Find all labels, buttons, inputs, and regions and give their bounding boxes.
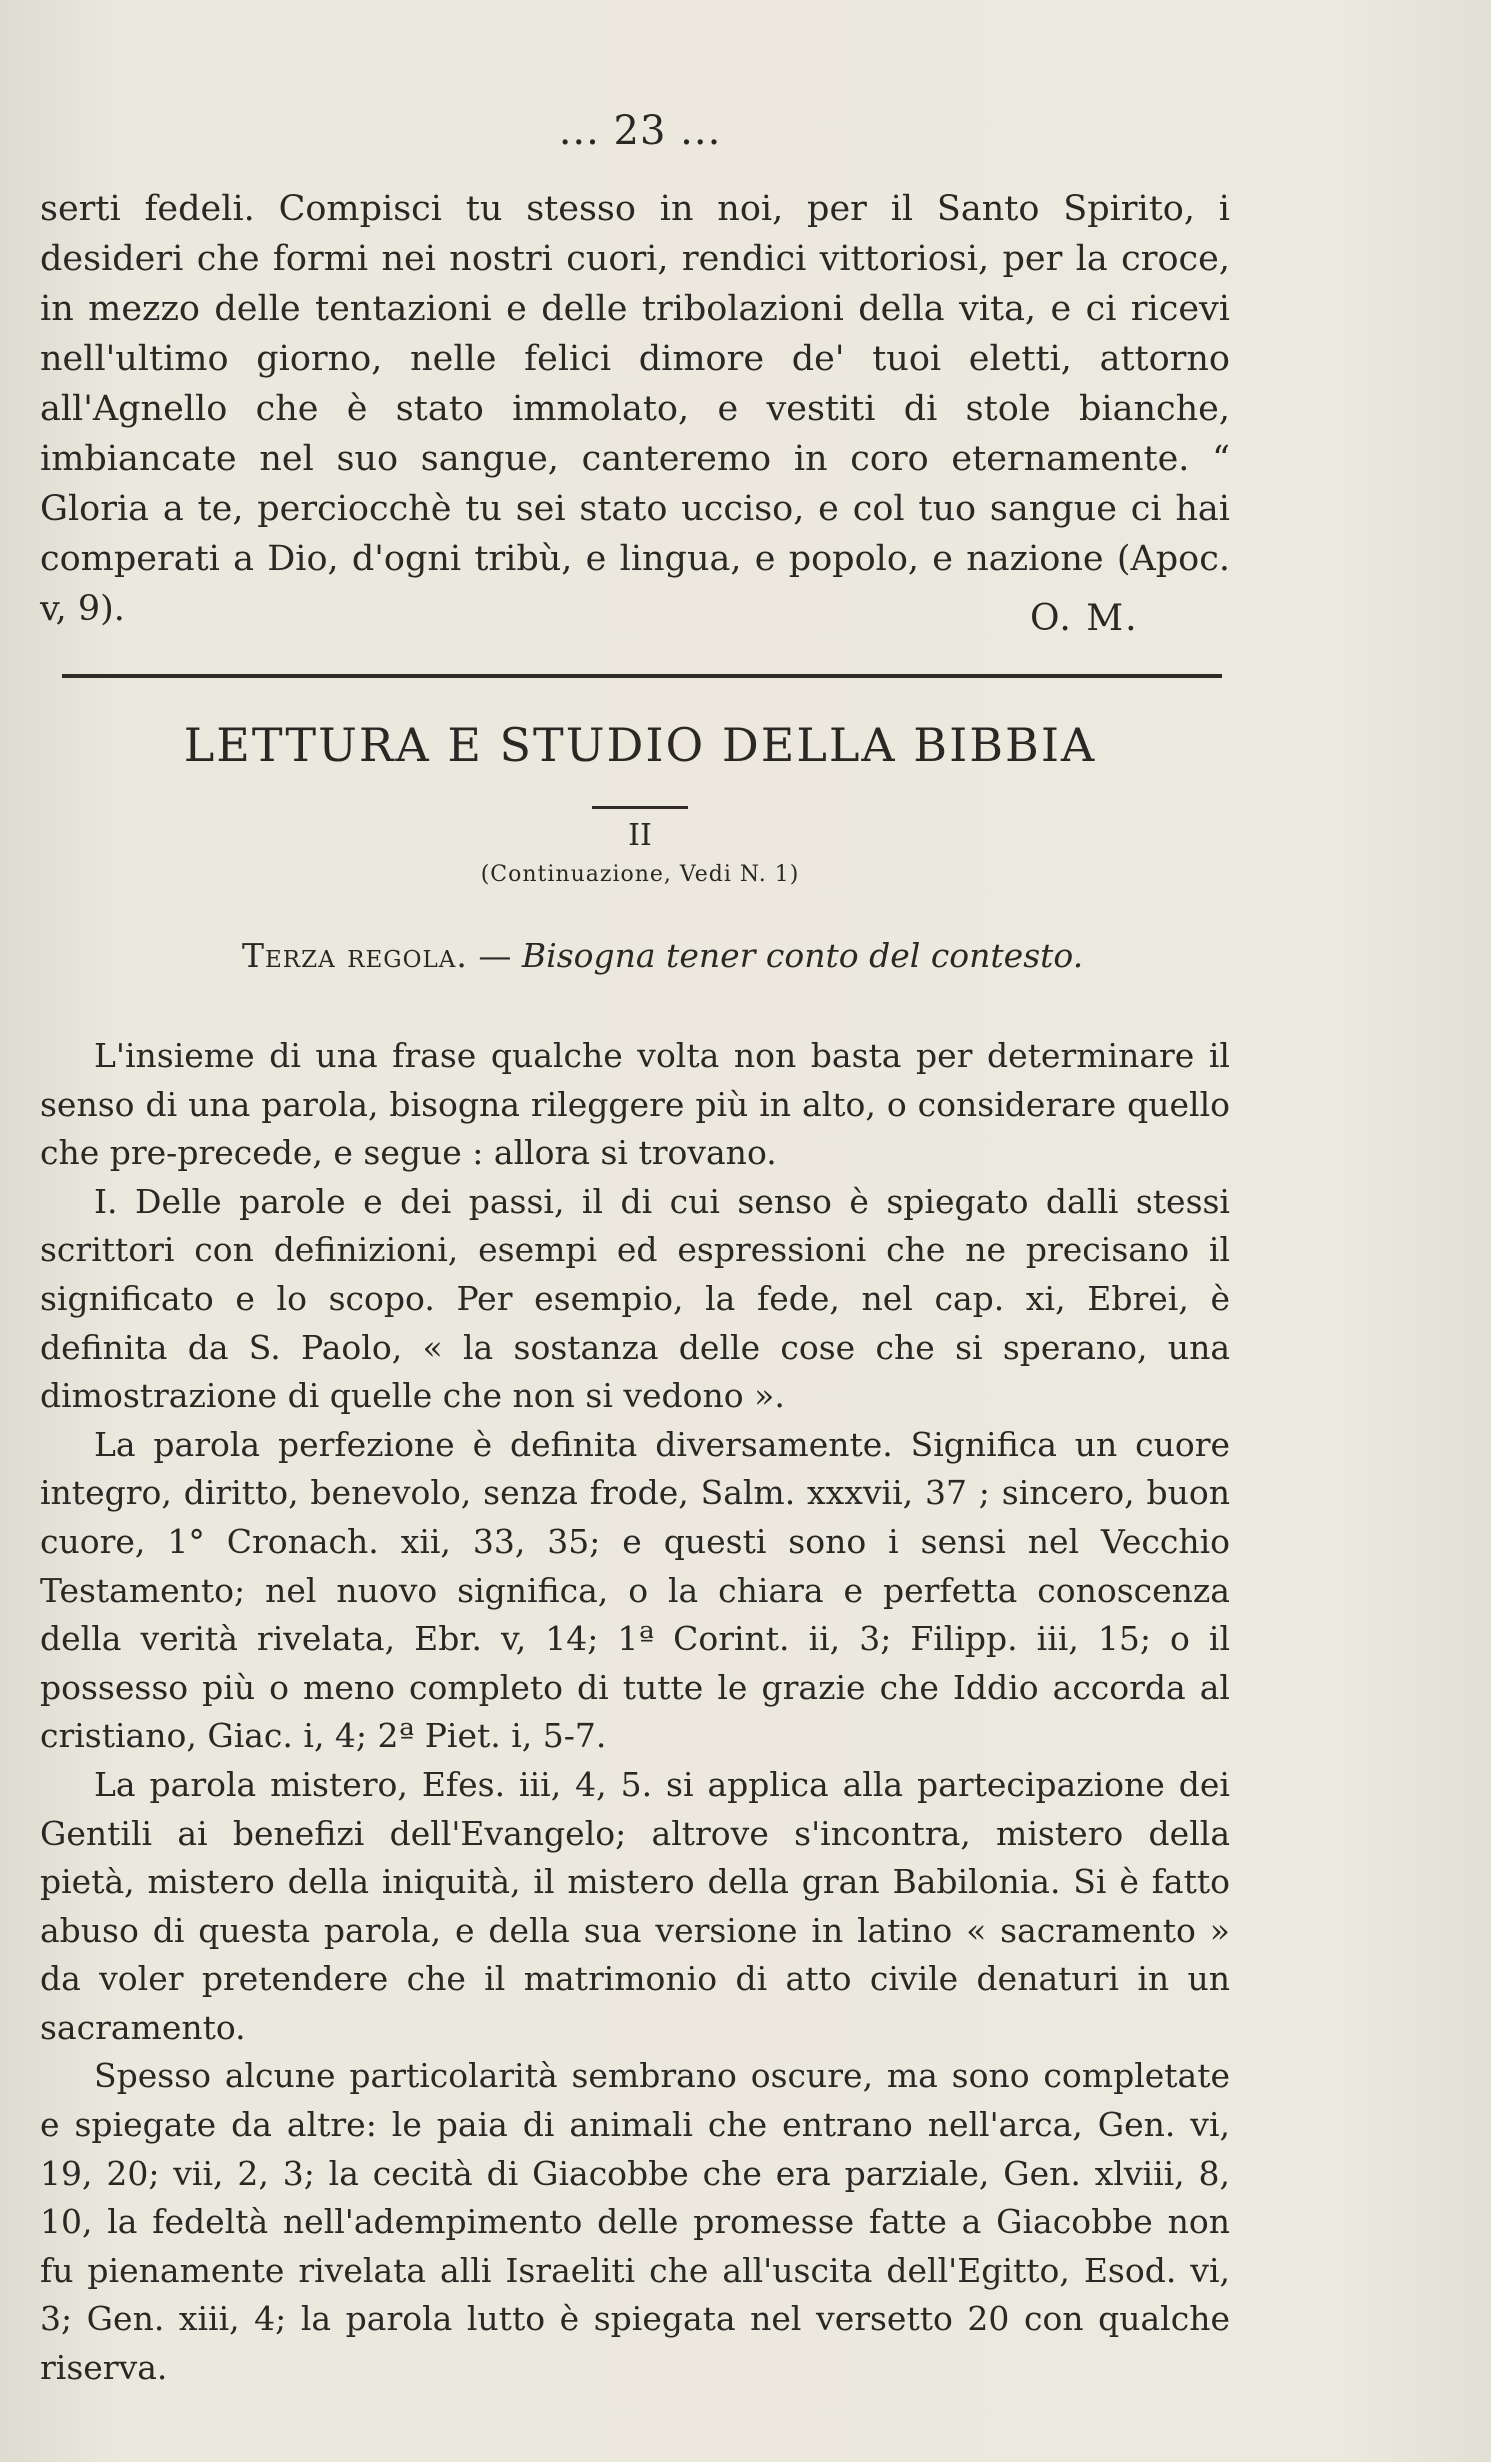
rule-label: Terza regola. (242, 936, 468, 975)
paragraph: La parola mistero, Efes. iii, 4, 5. si applica alla partecipazione dei Gentili ai benefizi dell'Evangelo; altrove s'incontra, mistero della pietà, mistero della iniquità, il mistero della gran Babilonia. Si è fatto abuso di questa parola, e della sua versione in latino « sacramento » da voler pretendere che il matrimonio di atto civile denaturi in un sacramento. (40, 1764, 1230, 2047)
previous-article-paragraph: serti fedeli. Compisci tu stesso in noi, per il Santo Spirito, i desideri che formi nei nostri cuori, rendici vittoriosi, per la croce, in mezzo delle tentazioni e delle tribolazioni della vita, e ci ricevi nell'ultimo giorno, nelle felici dimore de' tuoi eletti, attorno all'Agnello che è stato immolato, e vestiti di stole bianche, imbiancate nel suo sangue, canteremo in coro eternamente. “ Gloria a te, perciocchè tu sei stato ucciso, e col tuo sangue ci hai comperati a Dio, d'ogni tribù, e lingua, e popolo, e nazione (Apoc. v, 9). (40, 189, 1230, 629)
paragraph: I. Delle parole e dei passi, il di cui senso è spiegato dalli stessi scrittori con definizioni, esempi ed espressioni che ne precisano il significato e lo scopo. Per esempio, la fede, nel cap. xi, Ebrei, è definita da S. Paolo, « la sostanza delle cose che si sperano, una dimostrazione di quelle che non si vedono ». (40, 1181, 1230, 1416)
rule-text: Bisogna tener conto del contesto. (521, 936, 1084, 975)
paragraph: L'insieme di una frase qualche volta non basta per determinare il senso di una parola, bisogna rileggere più in alto, o considerare quello che pre-precede, e segue : allora si trovano. (40, 1036, 1230, 1173)
author-signature: O. M. (1030, 598, 1139, 639)
rule-heading (242, 936, 1083, 975)
continuation-note: (Continuazione, Vedi N. 1) (480, 862, 800, 887)
paragraph: Spesso alcune particolarità sembrano oscure, ma sono completate e spiegate da altre: le paia di animali che entrano nell'arca, Gen. vi, 19, 20; vii, 2, 3; la cecità di Giacobbe che era parziale, Gen. xlviii, 8, 10, la fedeltà nell'adempimento delle promesse fatte a Giacobbe non fu pienamente rivelata alli Israeliti che all'uscita dell'Egitto, Esod. vi, 3; Gen. xiii, 4; la parola lutto è spiegata nel versetto 20 con qualche riserva. (40, 2056, 1230, 2388)
page-number: ... 23 ... (558, 108, 722, 154)
part-number: II (628, 818, 652, 853)
rule-dash: — (467, 936, 522, 975)
article-body (40, 1032, 1230, 2393)
article-title: LETTURA E STUDIO DELLA BIBBIA (183, 718, 1097, 772)
section-divider (62, 674, 1222, 678)
previous-article-text (40, 184, 1230, 634)
paragraph: La parola perfezione è definita diversamente. Significa un cuore integro, diritto, benevolo, senza frode, Salm. xxxvii, 37 ; sincero, buon cuore, 1° Cronach. xii, 33, 35; e questi sono i sensi nel Vecchio Testamento; nel nuovo significa, o la chiara e perfetta conoscenza della verità rivelata, Ebr. v, 14; 1ª Corint. ii, 3; Filipp. iii, 15; o il possesso più o meno completo di tutte le grazie che Iddio accorda al cristiano, Giac. i, 4; 2ª Piet. i, 5-7. (40, 1424, 1230, 1756)
title-underline (592, 806, 688, 809)
